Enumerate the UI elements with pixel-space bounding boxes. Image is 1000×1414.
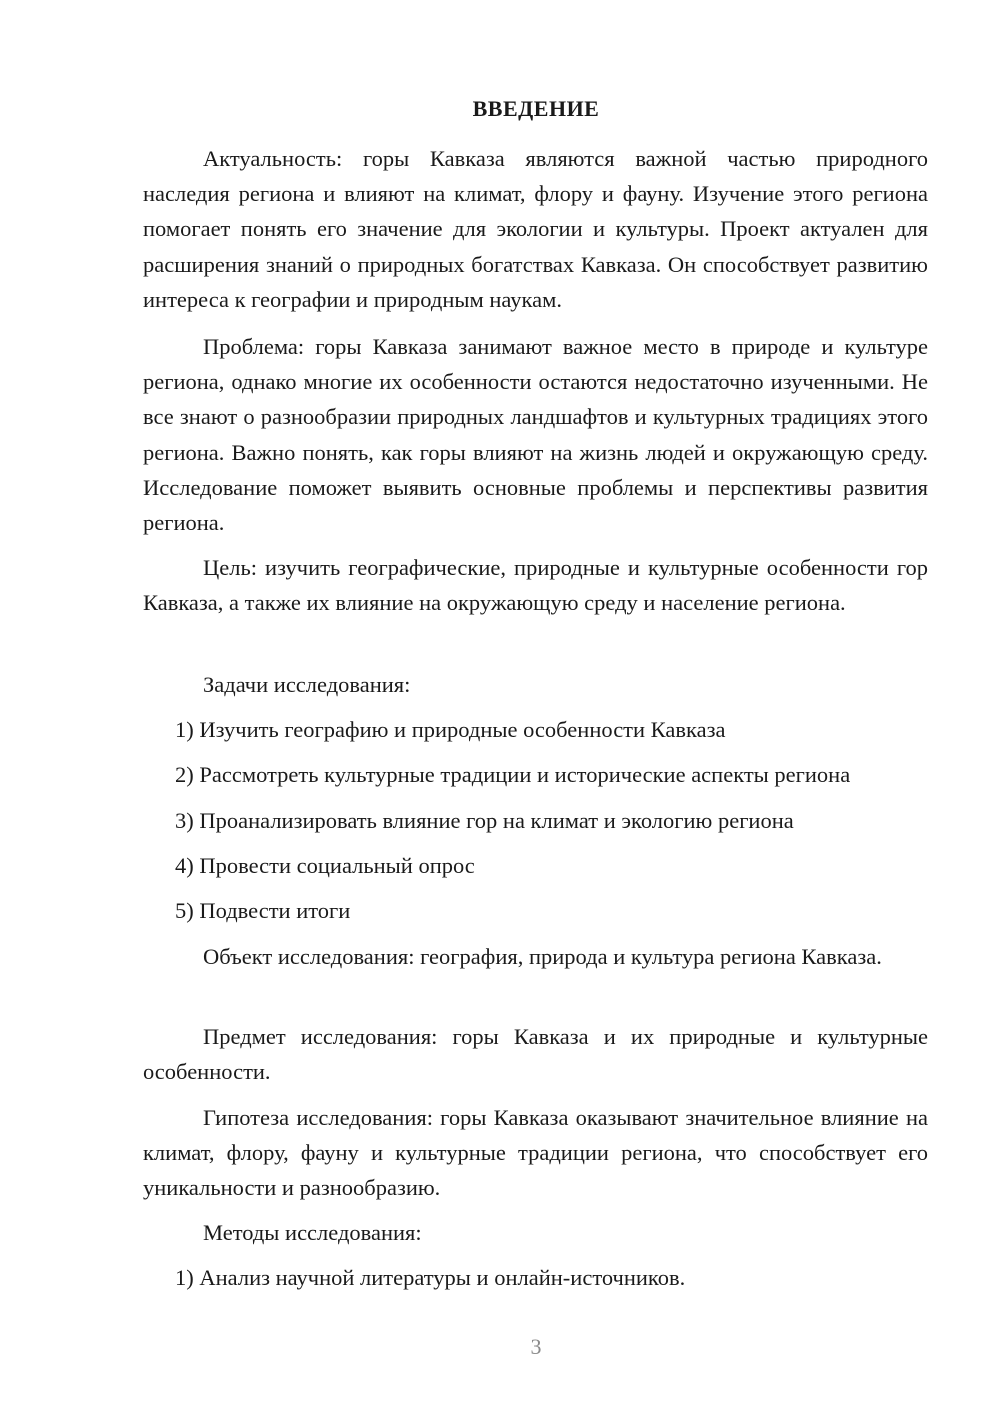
object-paragraph: Объект исследования: география, природа и культура региона Кавказа.	[203, 944, 882, 969]
problem-paragraph: Проблема: горы Кавказа занимают важное место в природе и культуре региона, однако многие их особенности остаются недостаточно изученными. Не все знают о разнообразии природных ландшафтов и культурных традициях этого региона. Важно понять, как горы влияют на жизнь людей и окружающую среду. Исследование поможет выявить основные проблемы и перспективы развития региона.	[143, 334, 928, 536]
task-item-1: 1) Изучить географию и природные особенности Кавказа	[175, 717, 726, 742]
tasks-heading: Задачи исследования:	[203, 672, 411, 697]
goal-paragraph: Цель: изучить географические, природные и культурные особенности гор Кавказа, а также их влияние на окружающую среду и население региона.	[143, 555, 928, 616]
task-item-2: 2) Рассмотреть культурные традиции и исторические аспекты региона	[175, 762, 851, 787]
task-item-3: 3) Проанализировать влияние гор на климат и экологию региона	[175, 808, 794, 833]
methods-heading: Методы исследования:	[203, 1220, 422, 1245]
hypothesis-paragraph: Гипотеза исследования: горы Кавказа оказывают значительное влияние на климат, флору, фауну и культурные традиции региона, что способствует его уникальности и разнообразию.	[143, 1105, 928, 1201]
relevance-paragraph: Актуальность: горы Кавказа являются важной частью природного наследия региона и влияют на климат, флору и фауну. Изучение этого региона помогает понять его значение для экологии и культуры. Проект актуален для расширения знаний о природных богатствах Кавказа. Он способствует развитию интереса к географии и природным наукам.	[143, 146, 928, 312]
task-item-4: 4) Провести социальный опрос	[175, 853, 475, 878]
method-item-1: 1) Анализ научной литературы и онлайн-источников.	[175, 1265, 686, 1290]
page-title: ВВЕДЕНИЕ	[472, 96, 600, 121]
subject-paragraph: Предмет исследования: горы Кавказа и их природные и культурные особенности.	[143, 1024, 928, 1085]
task-item-5: 5) Подвести итоги	[175, 898, 351, 923]
page-number: 3	[530, 1334, 542, 1359]
